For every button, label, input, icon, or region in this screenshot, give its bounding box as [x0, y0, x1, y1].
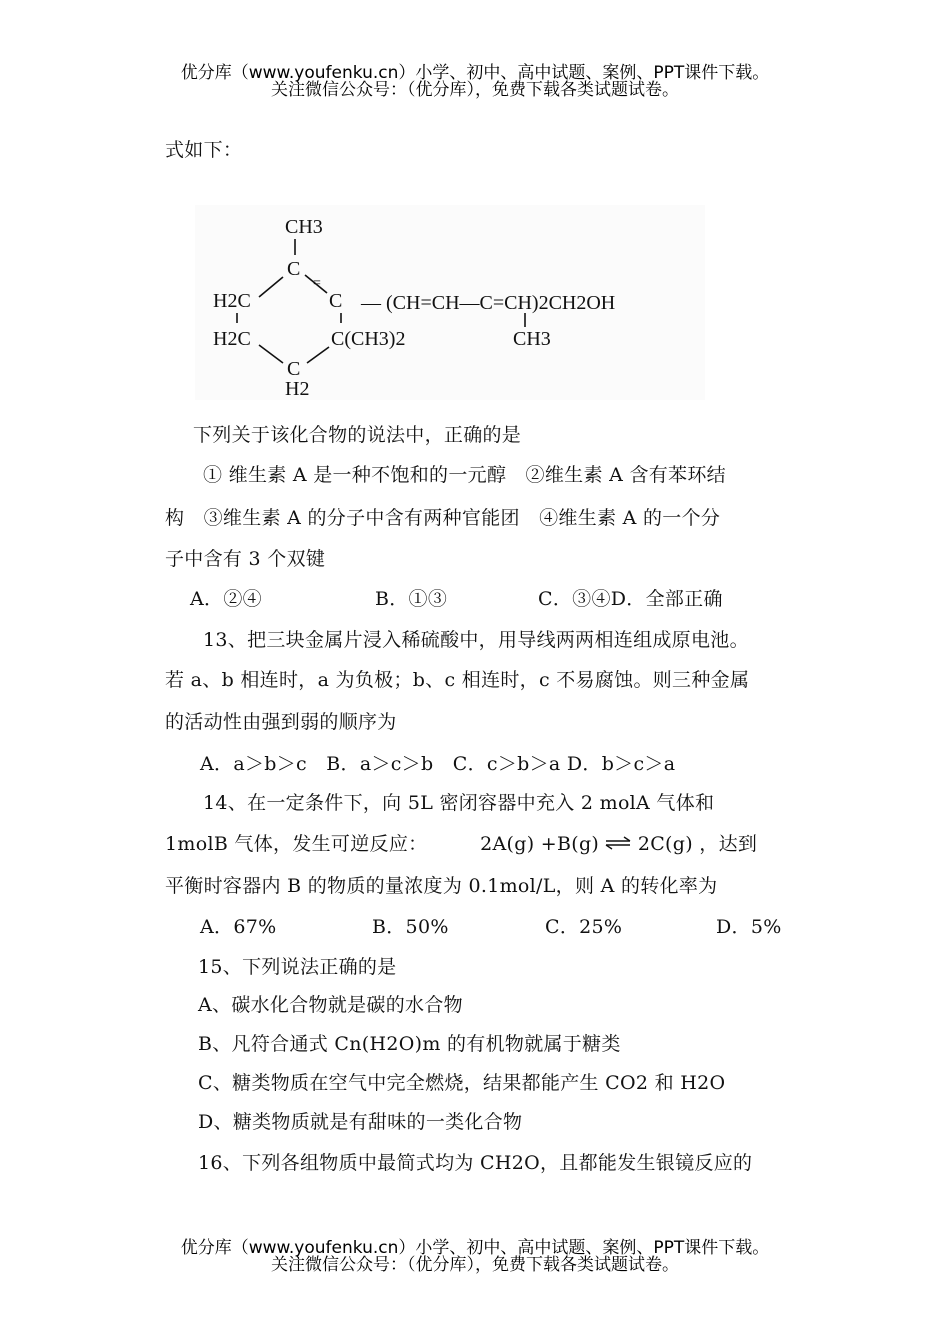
formula-c-ch3-2: C(CH3)2 [331, 328, 406, 350]
q13-line-2: 若 a、b 相连时，a 为负极；b、c 相连时，c 不易腐蚀。则三种金属 [165, 669, 750, 691]
formula-ch3-bottom: CH3 [513, 328, 551, 350]
q14-option-a: A．67% [200, 916, 277, 938]
q14-reaction-left: 2A(g) +B(g) [480, 833, 600, 855]
q12-statements-2: 构 ③维生素 A 的分子中含有两种官能团 ④维生素 A 的一个分 [165, 507, 721, 529]
q15-option-a: A、碳水化合物就是碳的水合物 [198, 994, 463, 1016]
footer-line-1: 优分库（www.youfenku.cn）小学、初中、高中试题、案例、PPT课件下载。 [180, 1238, 770, 1258]
q15-option-b: B、凡符合通式 Cn(H2O)m 的有机物就属于糖类 [198, 1033, 621, 1055]
q14-option-b: B．50% [372, 916, 449, 938]
intro-text: 式如下： [165, 139, 243, 161]
formula-chain: — (CH=CH—C=CH)2CH2OH [361, 292, 616, 314]
formula-c-top: C [287, 258, 301, 280]
formula-h2c-2: H2C [213, 328, 251, 350]
header-line-2: 关注微信公众号：（优分库），免费下载各类试题试卷。 [271, 80, 679, 100]
q14-reaction-right: 2C(g) [637, 833, 693, 855]
formula-c-bottom: C [287, 358, 301, 380]
q14-line-2-prefix: 1molB 气体，发生可逆反应： [165, 833, 428, 855]
header-line-1: 优分库（www.youfenku.cn）小学、初中、高中试题、案例、PPT课件下载。 [180, 63, 770, 83]
q12-statements-1: ① 维生素 A 是一种不饱和的一元醇 ②维生素 A 含有苯环结 [203, 464, 726, 486]
footer-line-2: 关注微信公众号：（优分库），免费下载各类试题试卷。 [271, 1255, 679, 1275]
formula-h2-bottom: H2 [285, 378, 310, 400]
svg-text:=: = [313, 276, 321, 291]
q14-line-2-suffix: ，达到 [699, 833, 758, 855]
q15-option-c: C、糖类物质在空气中完全燃烧，结果都能产生 CO2 和 H2O [198, 1072, 726, 1094]
formula-ch3-top: CH3 [285, 216, 323, 238]
q14-option-d: D．5% [716, 916, 782, 938]
q14-line-2 [165, 832, 757, 856]
q13-options: A．a＞b＞c B．a＞c＞b C．c＞b＞a D．b＞c＞a [200, 753, 676, 775]
q12-option-a: A．②④ [190, 588, 262, 610]
q13-line-1: 13、把三块金属片浸入稀硫酸中，用导线两两相连组成原电池。 [203, 629, 749, 651]
equilibrium-arrow-icon [605, 832, 631, 856]
q14-line-1: 14、在一定条件下，向 5L 密闭容器中充入 2 molA 气体和 [203, 792, 715, 814]
q12-option-b: B．①③ [375, 588, 448, 610]
formula-c-mid: C [329, 290, 343, 312]
q12-option-cd: C．③④D．全部正确 [538, 588, 723, 610]
vitamin-a-structural-formula [195, 205, 705, 400]
q14-option-c: C．25% [545, 916, 623, 938]
q15-option-d: D、糖类物质就是有甜味的一类化合物 [198, 1111, 523, 1133]
q15-stem: 15、下列说法正确的是 [198, 956, 397, 978]
q13-line-3: 的活动性由强到弱的顺序为 [165, 711, 397, 733]
q12-statements-3: 子中含有 3 个双键 [165, 548, 326, 570]
q14-line-3: 平衡时容器内 B 的物质的量浓度为 0.1mol/L，则 A 的转化率为 [165, 875, 718, 897]
formula-h2c-1: H2C [213, 290, 251, 312]
q16-stem: 16、下列各组物质中最简式均为 CH2O，且都能发生银镜反应的 [198, 1152, 753, 1174]
q12-stem: 下列关于该化合物的说法中，正确的是 [193, 424, 522, 446]
